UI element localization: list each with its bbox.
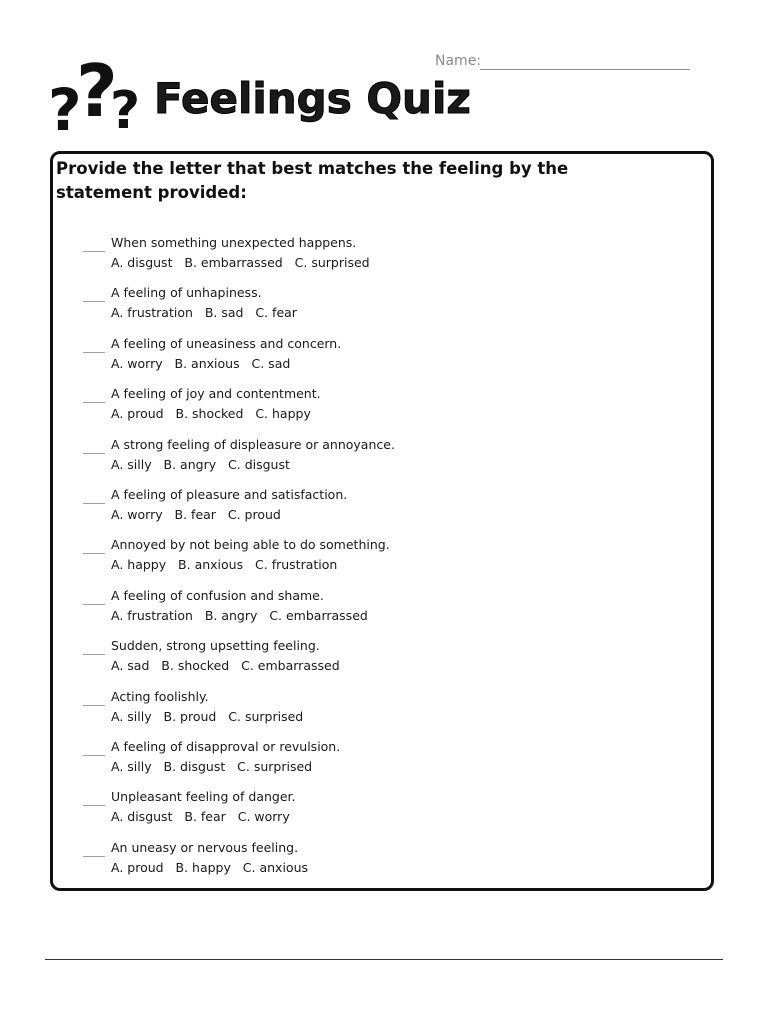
answer-blank[interactable] — [83, 805, 105, 806]
question-item — [53, 532, 711, 582]
quiz-panel — [50, 151, 714, 891]
answer-blank[interactable] — [83, 453, 105, 454]
question-item — [53, 583, 711, 633]
question-statement: A feeling of uneasiness and concern. — [111, 335, 342, 351]
name-field[interactable] — [480, 69, 690, 70]
answer-blank[interactable] — [83, 352, 105, 353]
question-item — [53, 482, 711, 532]
question-item — [53, 331, 711, 381]
question-marks-icon — [46, 50, 150, 136]
question-options: A. happy B. anxious C. frustration — [111, 557, 338, 573]
question-options: A. sad B. shocked C. embarrassed — [111, 658, 340, 674]
question-item — [53, 381, 711, 431]
question-statement: A strong feeling of displeasure or annoyance. — [111, 436, 395, 452]
question-statement: Acting foolishly. — [111, 688, 209, 704]
question-options: A. worry B. anxious C. sad — [111, 355, 291, 371]
question-statement: A feeling of confusion and shame. — [111, 587, 324, 603]
answer-blank[interactable] — [83, 251, 105, 252]
answer-blank[interactable] — [83, 856, 105, 857]
answer-blank[interactable] — [83, 705, 105, 706]
question-item — [53, 784, 711, 834]
question-statement: Unpleasant feeling of danger. — [111, 789, 296, 805]
answer-blank[interactable] — [83, 402, 105, 403]
footer-divider — [45, 959, 723, 960]
svg-text:?: ? — [110, 81, 141, 136]
instructions: Provide the letter that best matches the feeling by the statement provided: — [56, 159, 569, 202]
question-options: A. proud B. happy C. anxious — [111, 859, 309, 875]
question-statement: Annoyed by not being able to do something. — [111, 537, 390, 553]
question-item — [53, 684, 711, 734]
question-options: A. silly B. disgust C. surprised — [111, 758, 313, 774]
answer-blank[interactable] — [83, 503, 105, 504]
question-options: A. frustration B. angry C. embarrassed — [111, 607, 368, 623]
question-item — [53, 432, 711, 482]
answer-blank[interactable] — [83, 604, 105, 605]
question-options: A. silly B. angry C. disgust — [111, 456, 290, 472]
question-item — [53, 230, 711, 280]
question-item — [53, 633, 711, 683]
question-statement: When something unexpected happens. — [111, 235, 357, 250]
question-statement: Sudden, strong upsetting feeling. — [111, 638, 320, 654]
svg-text:?: ? — [76, 50, 118, 133]
question-statement: A feeling of unhapiness. — [111, 285, 262, 301]
question-options: A. disgust B. fear C. worry — [111, 809, 290, 825]
question-options: A. disgust B. embarrassed C. surprised — [111, 255, 370, 270]
name-label: Name: — [435, 53, 482, 69]
question-statement: An uneasy or nervous feeling. — [111, 839, 299, 855]
answer-blank[interactable] — [83, 755, 105, 756]
question-item — [53, 734, 711, 784]
question-statement: A feeling of joy and contentment. — [111, 386, 321, 402]
question-options: A. proud B. shocked C. happy — [111, 406, 311, 422]
question-statement: A feeling of disapproval or revulsion. — [111, 738, 341, 754]
question-options: A. frustration B. sad C. fear — [111, 305, 297, 321]
question-options: A. worry B. fear C. proud — [111, 506, 281, 522]
question-options: A. silly B. proud C. surprised — [111, 708, 304, 724]
svg-text:?: ? — [48, 76, 82, 136]
answer-blank[interactable] — [83, 301, 105, 302]
question-item — [53, 280, 711, 330]
question-list — [53, 230, 711, 885]
answer-blank[interactable] — [83, 654, 105, 655]
page-title: Feelings Quiz — [154, 74, 471, 123]
answer-blank[interactable] — [83, 553, 105, 554]
question-item — [53, 835, 711, 885]
question-statement: A feeling of pleasure and satisfaction. — [111, 486, 348, 502]
